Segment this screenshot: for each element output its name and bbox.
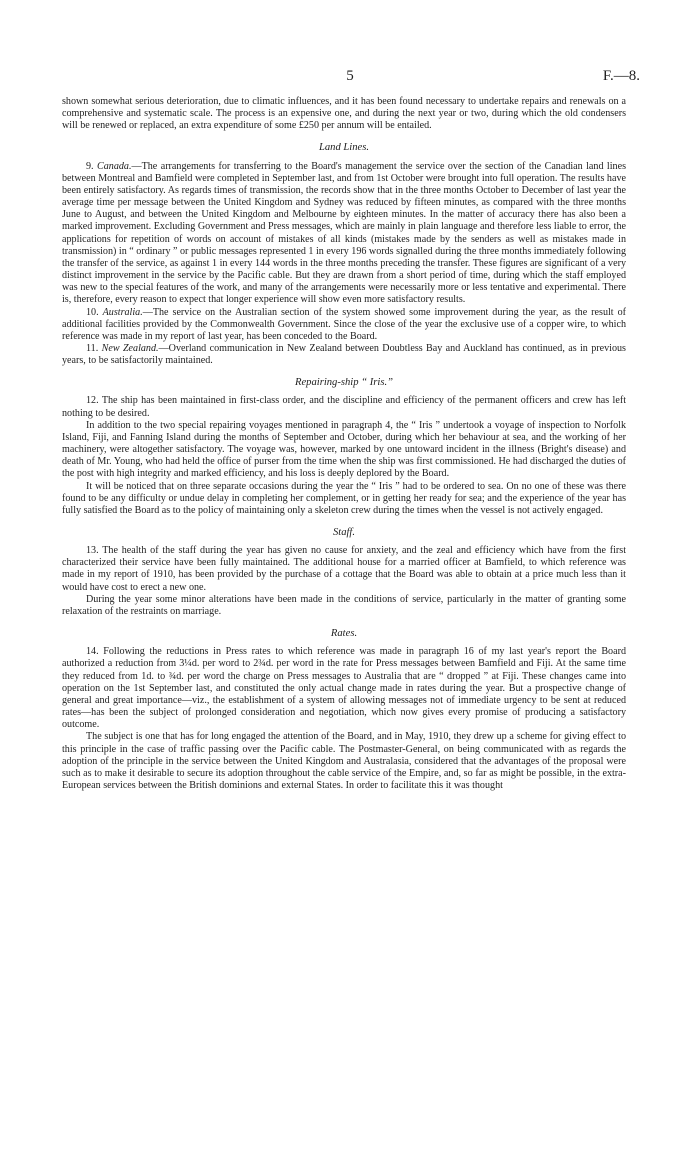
- paragraph-11-text: —Overland communication in New Zealand between Doubtless Bay and Auckland has continued, as in previous years, to be satisfactorily maintained.: [62, 342, 626, 367]
- paragraph-12b: In addition to the two special repairing voyages mentioned in paragraph 4, the “ Iris ” undertook a voyage of inspection to Norfolk Island, Fiji, and Fanning Island during the months of September and October, during which her behaviour at sea, and the working of her machinery, were altogether satisfactory. The voyage was, however, marked by one untoward incident in the illness (Bright's disease) and death of Mr. Young, who had held the office of purser from the time when the ship was first commissioned. He had discharged the duties of the post with high integrity and marked efficiency, and his loss is deeply deplored by the Board.: [62, 419, 626, 480]
- paragraph-9-text: —The arrangements for transferring to the Board's management the service over the section of the Canadian land lines between Montreal and Bamfield were completed in September last, and from 1st October were brought into full operation. The results have been entirely satisfactory. As regards times of transmission, the records show that in the three months October to December of last year the average time per message between the United Kingdom and Sydney was reduced by fifteen minutes, as compared with the three months June to August, and between the United Kingdom and Melbourne by eighteen minutes. In the matter of accuracy there has also been a marked improvement. Excluding Government and Press messages, which are mainly in plain language and therefore less liable to error, the applications for repetition of words on account of mistakes of all kinds (mistakes made by the senders as well as mistakes made in transmission) in “ ordinary ” or public messages represented 1 in every 196 words signalled during the three months immediately following the transfer of the service, as against 1 in every 144 words in the three months preceding the transfer. These figures are significant of a very distinct improvement in the service by the Pacific cable. But they are drawn from a short period of time, during which the staff employed was new to the special features of the work, and many of the arrangements were necessarily more or less tentative and experimental. There is, therefore, every reason to expect that longer experience will show even more satisfactory results.: [62, 160, 626, 306]
- paragraph-12a: 12. The ship has been maintained in first-class order, and the discipline and efficiency of the permanent officers and crew has left nothing to be desired.: [62, 395, 626, 419]
- section-heading-rates: Rates.: [330, 628, 358, 640]
- page-number: 5: [346, 68, 354, 84]
- document-body: [62, 96, 626, 792]
- section-heading-land-lines: Land Lines.: [318, 142, 370, 154]
- paragraph-continuation: shown somewhat serious deterioration, due to climatic influences, and it has been found necessary to undertake repairs and renewals on a comprehensive and systematic scale. The process is an expensive one, and during the next year or two, during which the old condensers will be renewed or replaced, an extra expenditure of some £250 per annum will be entailed.: [62, 96, 626, 132]
- document-reference: F.—8.: [602, 68, 640, 84]
- section-heading-repairing-ship: Repairing-ship “ Iris.”: [294, 377, 393, 389]
- paragraph-11: 11. New Zealand.—Overland communication in New Zealand between Doubtless Bay and Auckland has continued, as in previous years, to be satisfactorily maintained.: [62, 342, 626, 367]
- paragraph-10: 10. Australia.—The service on the Australian section of the system showed some improvement during the year, as the result of additional facilities provided by the Commonwealth Government. Since the close of the year the exclusive use of a copper wire, to which reference was made in my report of last year, has been conceded to the Board.: [62, 306, 627, 342]
- section-heading-staff: Staff.: [332, 527, 356, 538]
- paragraph-10-text: —The service on the Australian section of the system showed some improvement during the year, as the result of additional facilities provided by the Commonwealth Government. Since the close of the year the exclusive use of a copper wire, to which reference was made in my report of last year, has been conceded to the Board.: [62, 306, 627, 342]
- paragraph-9: 9. Canada.—The arrangements for transferring to the Board's management the service over the section of the Canadian land lines between Montreal and Bamfield were completed in September last, and from 1st October were brought into full operation. The results have been entirely satisfactory. As regards times of transmission, the records show that in the three months October to December of last year the average time per message between the United Kingdom and Sydney was reduced by fifteen minutes, as compared with the three months June to August, and between the United Kingdom and Melbourne by eighteen minutes. In the matter of accuracy there has also been a marked improvement. Excluding Government and Press messages, which are mainly in plain language and therefore less liable to error, the applications for repetition of words on account of mistakes of all kinds (mistakes made by the senders as well as mistakes made in transmission) in “ ordinary ” or public messages represented 1 in every 196 words signalled during the three months immediately following the transfer of the service, as against 1 in every 144 words in the three months preceding the transfer. These figures are significant of a very distinct improvement in the service by the Pacific cable. But they are drawn from a short period of time, during which the staff employed was new to the special features of the work, and many of the arrangements were necessarily more or less tentative and experimental. There is, therefore, every reason to expect that longer experience will show even more satisfactory results.: [62, 160, 626, 306]
- paragraph-14a: 14. Following the reductions in Press rates to which reference was made in paragraph 16 of my last year's report the Board authorized a reduction from 3¼d. per word to 2¾d. per word in the rate for Press messages between Bamfield and Fiji. At the same time they reduced from 1d. to ¾d. per word the charge on Press messages to Australia that are “ dropped ” at Fiji. These changes came into operation on the 1st September last, and constituted the only actual change made in rates during the year. But a prospective change of general and great importance—viz., the establishment of a system of allowing messages not of immediate urgency to be sent at reduced rates—has been the subject of prolonged consideration and negotiation, which now gives every promise of producing a satisfactory outcome.: [62, 646, 626, 731]
- paragraph-12c: It will be noticed that on three separate occasions during the year the “ Iris ” had to be ordered to sea. On no one of these was there found to be any difficulty or undue delay in completing her complement, or in getting her ready for sea; and the experience of the year has fully satisfied the Board as to the policy of maintaining only a skeleton crew during the times when the vessel is not actively engaged.: [62, 480, 626, 516]
- paragraph-11-lead: New Zealand.: [101, 342, 159, 354]
- paragraph-14b: The subject is one that has for long engaged the attention of the Board, and in May, 1910, they drew up a scheme for giving effect to this principle in the case of traffic passing over the Pacific cable. The Postmaster-General, on being communicated with as regards the adoption of the principle in the service between the United Kingdom and Australasia, considered that the advantages of the proposal were such as to make it desirable to secure its adoption throughout the cable service of the Empire, and, so far as might be possible, in the extra-European services between the British dominions and external States. In order to facilitate this it was thought: [62, 731, 626, 791]
- paragraph-10-lead: Australia.: [102, 306, 143, 318]
- paragraph-13a: 13. The health of the staff during the year has given no cause for anxiety, and the zeal and efficiency which have from the first characterized their service have been fully maintained. The additional house for a married officer at Bamfield, to which reference was made in my report of 1910, has been provided by the purchase of a cottage that the Board was able to obtain at a price much less than it would have cost to erect a new one.: [62, 545, 626, 593]
- paragraph-13b: During the year some minor alterations have been made in the conditions of service, particularly in the matter of granting some relaxation of the restraints on marriage.: [62, 593, 626, 617]
- paragraph-9-lead: Canada.: [97, 160, 132, 172]
